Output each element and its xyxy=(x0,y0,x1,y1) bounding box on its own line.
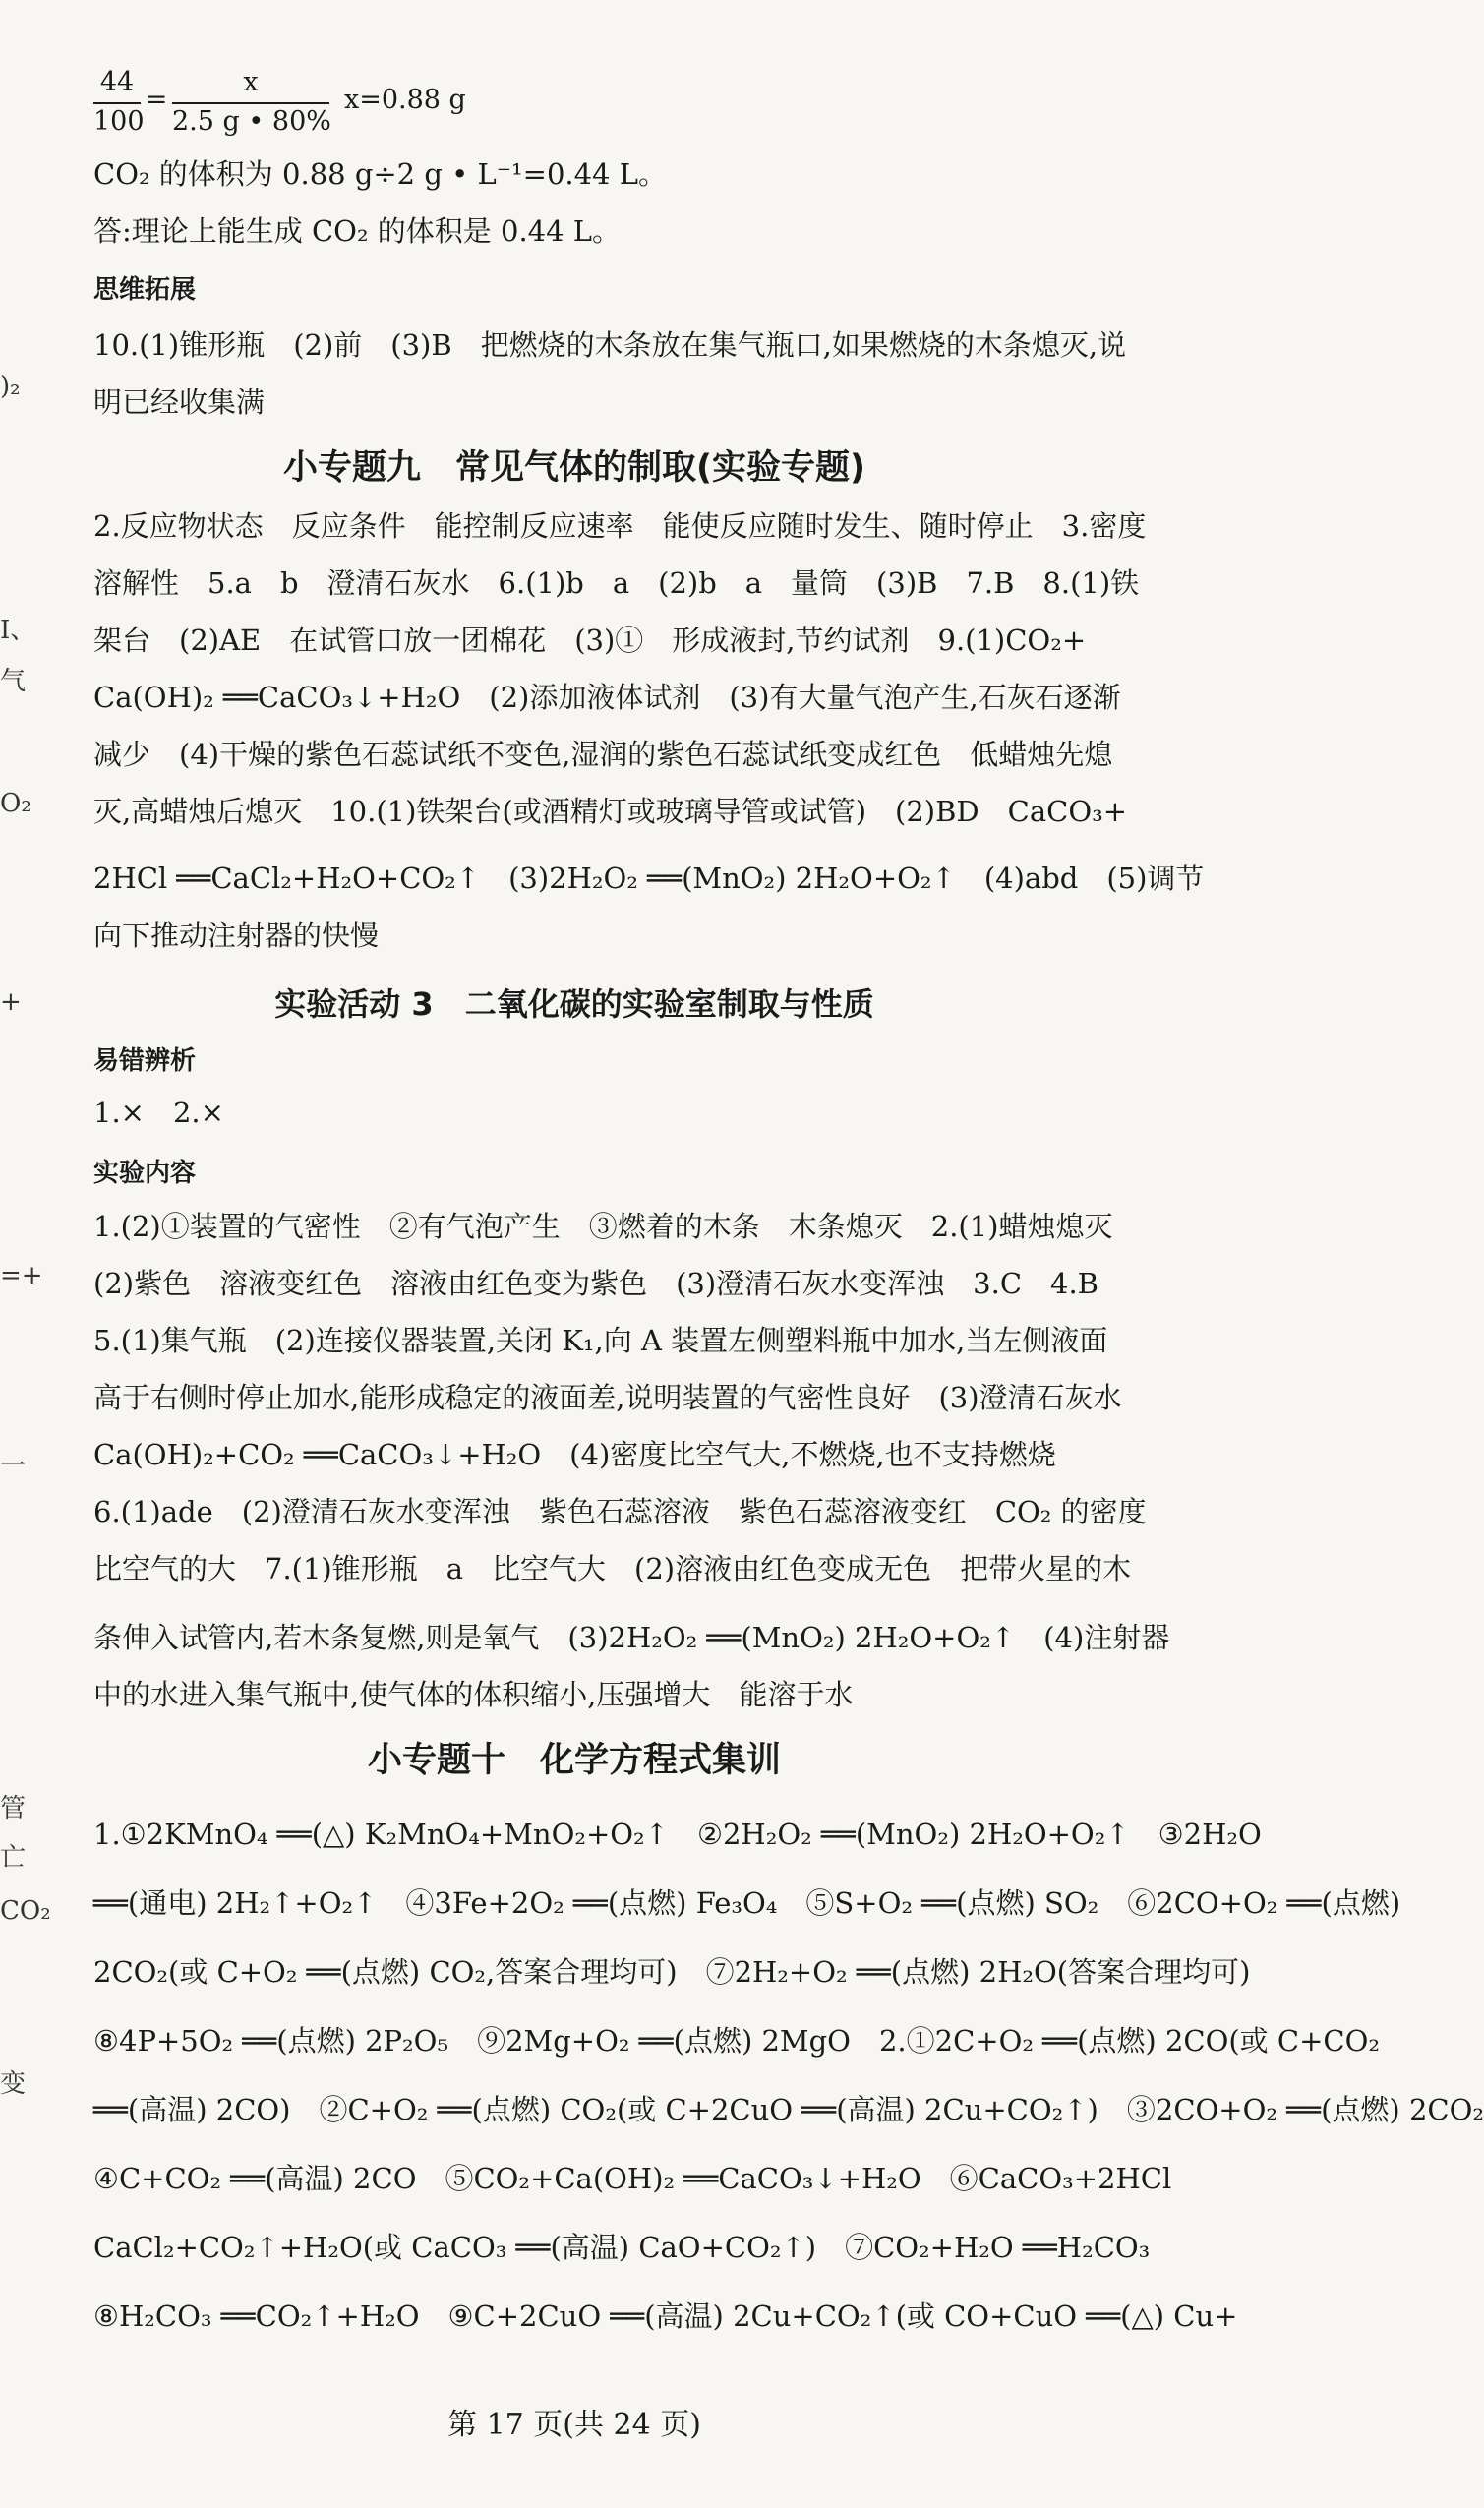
text-line: 减少 (4)干燥的紫色石蕊试纸不变色,湿润的紫色石蕊试纸变成红色 低蜡烛先熄 xyxy=(93,738,1113,771)
text-line: 1.(2)①装置的气密性 ②有气泡产生 ③燃着的木条 木条熄灭 2.(1)蜡烛熄灭 xyxy=(93,1210,1113,1243)
fraction-2-numerator: x xyxy=(243,67,259,97)
text-line: 溶解性 5.a b 澄清石灰水 6.(1)b a (2)b a 量筒 (3)B 7.B 8.(1)铁 xyxy=(93,567,1140,600)
text-line: 2CO₂(或 C+O₂ ══(点燃) CO₂,答案合理均可) ⑦2H₂+O₂ ══(点燃) 2H₂O(答案合理均可) xyxy=(93,1955,1251,1989)
margin-fragment: 亡 xyxy=(0,1843,27,1873)
text-line: ④C+CO₂ ══(高温) 2CO ⑤CO₂+Ca(OH)₂ ══CaCO₃↓+H₂O ⑥CaCO₃+2HCl xyxy=(93,2162,1172,2195)
text-line: 灭,高蜡烛后熄灭 10.(1)铁架台(或酒精灯或玻璃导管或试管) (2)BD CaCO₃+ xyxy=(93,795,1128,828)
text-line: CaCl₂+CO₂↑+H₂O(或 CaCO₃ ══(高温) CaO+CO₂↑) ⑦CO₂+H₂O ══H₂CO₃ xyxy=(93,2231,1151,2264)
page-footer: 第 17 页(共 24 页) xyxy=(447,2408,701,2442)
text-line: 1.①2KMnO₄ ══(△) K₂MnO₄+MnO₂+O₂↑ ②2H₂O₂ ══(MnO₂) 2H₂O+O₂↑ ③2H₂O xyxy=(93,1818,1262,1851)
margin-fragment: I、 xyxy=(0,616,36,645)
text-line: 5.(1)集气瓶 (2)连接仪器装置,关闭 K₁,向 A 装置左侧塑料瓶中加水,当左侧液面 xyxy=(93,1324,1108,1357)
margin-fragment: CO₂ xyxy=(0,1896,51,1926)
margin-fragment: 气 xyxy=(0,667,27,696)
text-line: Ca(OH)₂+CO₂ ══CaCO₃↓+H₂O (4)密度比空气大,不燃烧,也不支持燃烧 xyxy=(93,1438,1056,1471)
section-heading: 小专题十 化学方程式集训 xyxy=(367,1741,781,1780)
fraction-1-bar xyxy=(93,102,141,104)
text-line: (2)紫色 溶液变红色 溶液由红色变为紫色 (3)澄清石灰水变浑浊 3.C 4.B xyxy=(93,1267,1098,1300)
margin-fragment: =+ xyxy=(0,1261,43,1290)
text-line: 10.(1)锥形瓶 (2)前 (3)B 把燃烧的木条放在集气瓶口,如果燃烧的木条熄灭,说 xyxy=(93,328,1127,362)
equals-sign: = xyxy=(145,85,168,115)
text-line: 明已经收集满 xyxy=(93,386,266,419)
section-subhead: 易错辨析 xyxy=(93,1046,197,1076)
margin-fragment: O₂ xyxy=(0,789,31,818)
text-line: 6.(1)ade (2)澄清石灰水变浑浊 紫色石蕊溶液 紫色石蕊溶液变红 CO₂ 的密度 xyxy=(93,1495,1147,1528)
margin-fragment: + xyxy=(0,987,22,1017)
fraction-2-denominator: 2.5 g • 80% xyxy=(172,106,331,137)
text-line: 向下推动注射器的快慢 xyxy=(93,919,380,952)
section-heading: 实验活动 3 二氧化碳的实验室制取与性质 xyxy=(274,985,874,1023)
text-line: 条伸入试管内,若木条复燃,则是氧气 (3)2H₂O₂ ══(MnO₂) 2H₂O+O₂↑ (4)注射器 xyxy=(93,1621,1170,1654)
text-line: ⑧4P+5O₂ ══(点燃) 2P₂O₅ ⑨2Mg+O₂ ══(点燃) 2MgO 2.①2C+O₂ ══(点燃) 2CO(或 C+CO₂ xyxy=(93,2024,1380,2058)
fraction-1-denominator: 100 xyxy=(93,106,145,137)
margin-fragment: 一 xyxy=(0,1452,27,1481)
margin-fragment: )₂ xyxy=(0,372,21,401)
fraction-2-bar xyxy=(172,102,329,104)
text-line: 比空气的大 7.(1)锥形瓶 a 比空气大 (2)溶液由红色变成无色 把带火星的木 xyxy=(93,1552,1132,1585)
section-subhead: 思维拓展 xyxy=(93,275,197,305)
text-line: ⑧H₂CO₃ ══CO₂↑+H₂O ⑨C+2CuO ══(高温) 2Cu+CO₂↑(或 CO+CuO ══(△) Cu+ xyxy=(93,2299,1238,2333)
section-heading: 小专题九 常见气体的制取(实验专题) xyxy=(283,448,865,488)
section-subhead: 实验内容 xyxy=(93,1159,197,1188)
text-line: 高于右侧时停止加水,能形成稳定的液面差,说明装置的气密性良好 (3)澄清石灰水 xyxy=(93,1381,1122,1414)
text-line: ══(高温) 2CO) ②C+O₂ ══(点燃) CO₂(或 C+2CuO ══(高温) 2Cu+CO₂↑) ③2CO+O₂ ══(点燃) 2CO₂ xyxy=(93,2093,1484,2126)
text-line: 中的水进入集气瓶中,使气体的体积缩小,压强增大 能溶于水 xyxy=(93,1678,854,1711)
text-line: ══(通电) 2H₂↑+O₂↑ ④3Fe+2O₂ ══(点燃) Fe₃O₄ ⑤S+O₂ ══(点燃) SO₂ ⑥2CO+O₂ ══(点燃) xyxy=(93,1886,1401,1920)
text-line: Ca(OH)₂ ══CaCO₃↓+H₂O (2)添加液体试剂 (3)有大量气泡产生,石灰石逐渐 xyxy=(93,681,1121,714)
text-line: 2HCl ══CaCl₂+H₂O+CO₂↑ (3)2H₂O₂ ══(MnO₂) 2H₂O+O₂↑ (4)abd (5)调节 xyxy=(93,862,1205,895)
text-line: 2.反应物状态 反应条件 能控制反应速率 能使反应随时发生、随时停止 3.密度 xyxy=(93,509,1147,543)
calc-result: x=0.88 g xyxy=(344,85,466,115)
margin-fragment: 变 xyxy=(0,2069,27,2099)
text-line: 架台 (2)AE 在试管口放一团棉花 (3)① 形成液封,节约试剂 9.(1)CO₂+ xyxy=(93,624,1087,657)
text-line: CO₂ 的体积为 0.88 g÷2 g • L⁻¹=0.44 L。 xyxy=(93,157,667,191)
text-line: 答:理论上能生成 CO₂ 的体积是 0.44 L。 xyxy=(93,214,622,248)
text-line: 1.× 2.× xyxy=(93,1096,224,1129)
fraction-1-numerator: 44 xyxy=(99,67,135,97)
margin-fragment: 管 xyxy=(0,1794,27,1823)
